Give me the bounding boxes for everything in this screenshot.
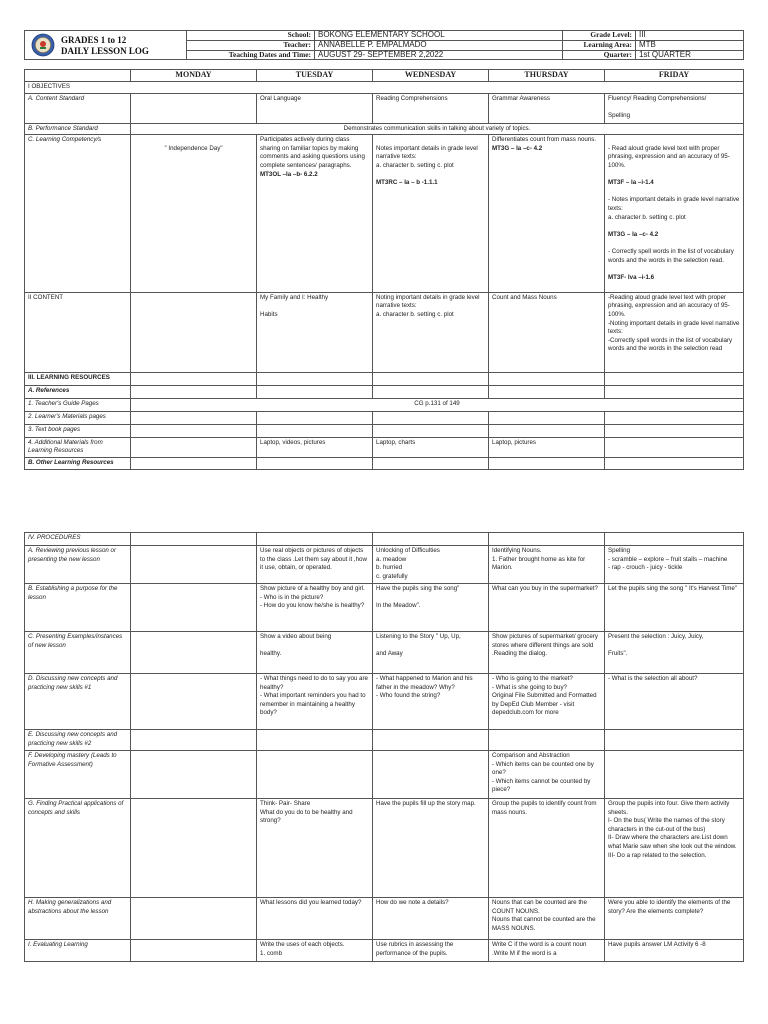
cell [131, 411, 257, 424]
performance-standard-text: Demonstrates communication skills in talking about variety of topics. [131, 123, 744, 135]
quarter-label: Quarter: [563, 50, 636, 60]
section-procedures: IV. PROCEDURES [25, 533, 131, 546]
cell: Show pictures of supermarket/ grocery stores where different things are sold .Reading the dialog. [489, 632, 605, 674]
row-label-learners-materials: 2. Learner's Materials pages [25, 411, 131, 424]
row-label: H. Making generalizations and abstractions about the lesson [25, 898, 131, 940]
cell: What lessons did you learned today? [257, 898, 373, 940]
day-header: WEDNESDAY [373, 70, 489, 82]
cell [257, 372, 373, 385]
cell [489, 135, 605, 293]
corner-cell [25, 70, 131, 82]
row-label-textbook: 3. Text book pages [25, 424, 131, 437]
cell: Have pupils answer LM Activity 6 -8 [605, 940, 744, 962]
cell: Use real objects or pictures of objects to the class .Let them say about it ,how it use, obtain, or operated. [257, 546, 373, 584]
cell [131, 898, 257, 940]
cell [131, 674, 257, 730]
procedures-table [24, 532, 744, 962]
competency-code: MT3G – Ia –c- 4.2 [492, 144, 543, 152]
cell [131, 584, 257, 632]
cell [489, 458, 605, 470]
cell: - Who is going to the market? - What is she going to buy? Original File Submitted and Formatted by DepEd Club Member - visit depedclub.com for more [489, 674, 605, 730]
cell [131, 458, 257, 470]
row-label: C. Presenting Examples/instances of new lesson [25, 632, 131, 674]
cell [605, 730, 744, 751]
cell: Group the pupils into four. Give them activity sheets. I- On the bus( Write the names of the story characters in the cut-out of the bus) II- Draw where the characters are.List down what Marie saw when she look out the window. III- Do a rap related to the selection. [605, 799, 744, 898]
learning-area-value: MTB [636, 40, 744, 50]
row-label-additional-materials: 4. Additional Materials from Learning Resources [25, 437, 131, 457]
header-table [24, 30, 744, 60]
row-label: I. Evaluating Learning [25, 940, 131, 962]
cell: Listening to the Story " Up, Up, and Away [373, 632, 489, 674]
day-header: MONDAY [131, 70, 257, 82]
cell [489, 372, 605, 385]
cell: What can you buy in the supermarket? [489, 584, 605, 632]
cell: Noting important details in grade level narrative texts: a. character b. setting c. plot [373, 292, 489, 372]
learning-area-label: Learning Area: [563, 40, 636, 50]
cell [373, 424, 489, 437]
cell [131, 799, 257, 898]
row-label-teachers-guide: 1. Teacher's Guide Pages [25, 398, 131, 411]
cell [131, 940, 257, 962]
cell [489, 424, 605, 437]
competency-code: MT3G – Ia –c- 4.2 [608, 230, 659, 238]
cell: Oral Language [257, 93, 373, 123]
row-label: D. Discussing new concepts and practicing new skills #1 [25, 674, 131, 730]
cell [489, 730, 605, 751]
row-label-references: A. References [25, 385, 131, 398]
cell [257, 730, 373, 751]
quarter-value: 1st QUARTER [636, 50, 744, 60]
cell: - What is the selection all about? [605, 674, 744, 730]
cell [131, 437, 257, 457]
cell [605, 135, 744, 293]
cell: Laptop, charts [373, 437, 489, 457]
cell: Nouns that can be counted are the COUNT NOUNS. Nouns that cannot be counted are the MASS NOUNS. [489, 898, 605, 940]
cell: Have the pupils fill up the story map. [373, 799, 489, 898]
form-title-line2: DAILY LESSON LOG [61, 46, 149, 56]
cell [373, 135, 489, 293]
section-objectives: I OBJECTIVES [25, 82, 744, 94]
competency-code: MT3F – Ia –i-1.4 [608, 179, 654, 187]
cell: - What happened to Marion and his father in the meadow? Why? - Who found the string? [373, 674, 489, 730]
competency-text: Differentiates count from mass nouns. [492, 136, 597, 144]
cell: Show picture of a healthy boy and girl. - Who is in the picture? - How do you know he/she is healthy? [257, 584, 373, 632]
competency-text: - Read aloud grade level text with proper phrasing, expression and an accuracy of 95-100%. [608, 144, 730, 169]
cell [131, 632, 257, 674]
cell: Comparison and Abstraction - Which items can be counted one by one? - Which items cannot be counted by piece? [489, 751, 605, 799]
cell: Write the uses of each objects. 1. comb [257, 940, 373, 962]
cell [605, 385, 744, 398]
cell [373, 730, 489, 751]
cell: Were you able to identify the elements of the story? Are the elements complete? [605, 898, 744, 940]
cell: Think- Pair- Share What do you do to be healthy and strong? [257, 799, 373, 898]
cell: Unlocking of Difficulties a. meadow b. hurried c. gratefully [373, 546, 489, 584]
cell [373, 533, 489, 546]
cell: Spelling - scramble – explore – fruit stalls – machine - rap - crouch - juicy - tickle [605, 546, 744, 584]
teachers-guide-value: CG p.131 of 149 [131, 398, 744, 411]
row-label: G. Finding Practical applications of concepts and skills [25, 799, 131, 898]
form-title-line1: GRADES 1 to 12 [61, 35, 127, 45]
row-label-competency: C. Learning Competency/s [25, 135, 131, 293]
cell: Group the pupils to identify count from mass nouns. [489, 799, 605, 898]
cell: Laptop, pictures [489, 437, 605, 457]
cell [131, 424, 257, 437]
teacher-label: Teacher: [187, 40, 315, 50]
cell [257, 385, 373, 398]
title-cell [25, 31, 187, 60]
cell [489, 385, 605, 398]
day-header: TUESDAY [257, 70, 373, 82]
teacher-value: ANNABELLE P. EMPALMADO [315, 40, 563, 50]
competency-text: Notes important details in grade level narrative texts: a. character b. setting c. plot [376, 144, 478, 169]
competency-code: MT3OL –Ia –b- 6.2.2 [260, 170, 318, 178]
form-title [61, 35, 149, 57]
cell [373, 372, 489, 385]
cell [605, 751, 744, 799]
competency-code: MT3F- Iva –i-1.6 [608, 273, 655, 281]
row-label: A. Reviewing previous lesson or presenting the new lesson [25, 546, 131, 584]
teaching-dates-value: AUGUST 29- SEPTEMBER 2,2022 [315, 50, 563, 60]
row-label-content-standard: A. Content Standard [25, 93, 131, 123]
cell: " Independence Day" [131, 135, 257, 293]
cell: How do we note a details? [373, 898, 489, 940]
cell [489, 411, 605, 424]
cell [131, 546, 257, 584]
cell [605, 424, 744, 437]
row-label-performance-standard: B. Performance Standard [25, 123, 131, 135]
competency-text: Participates actively during class sharing on familiar topics by making comments and asking questions using complete sentences/ paragraphs. [260, 136, 365, 169]
cell [131, 372, 257, 385]
row-label-other-resources: B. Other Learning Resources [25, 458, 131, 470]
competency-text: - Notes important details in grade level narrative texts: a. character b. setting c. plot [608, 196, 740, 221]
row-label-resources: III. LEARNING RESOURCES [25, 372, 131, 385]
deped-seal-icon [31, 33, 55, 57]
cell: -Reading aloud grade level text with proper phrasing, expression and an accuracy of 95-100%. -Noting important details in grade level narrative texts: -Correctly spell words in the list of vocabulary words and the words in the selection read [605, 292, 744, 372]
cell [605, 533, 744, 546]
cell: Let the pupils sing the song " It's Harvest Time" [605, 584, 744, 632]
cell [257, 458, 373, 470]
cell: Write C if the word is a count noun .Write M if the word is a [489, 940, 605, 962]
cell [257, 424, 373, 437]
cell [131, 751, 257, 799]
competency-text: - Correctly spell words in the list of vocabulary words and the words in the selection read. [608, 247, 734, 264]
cell [373, 411, 489, 424]
cell: Present the selection : Juicy, Juicy, Fruits". [605, 632, 744, 674]
cell: Use rubrics in assessing the performance of the pupils. [373, 940, 489, 962]
school-value: BOKONG ELEMENTARY SCHOOL [315, 31, 563, 41]
cell [489, 533, 605, 546]
cell: Show a video about being healthy. [257, 632, 373, 674]
cell: Laptop, videos, pictures [257, 437, 373, 457]
school-label: School: [187, 31, 315, 41]
row-label: E. Discussing new concepts and practicing new skills #2 [25, 730, 131, 751]
cell [131, 533, 257, 546]
grade-level-value: III [636, 31, 744, 41]
cell: Count and Mass Nouns [489, 292, 605, 372]
teaching-dates-label: Teaching Dates and Time: [187, 50, 315, 60]
cell: Identifying Nouns. 1. Father brought home as kite for Marion. [489, 546, 605, 584]
cell: Grammar Awareness [489, 93, 605, 123]
cell [605, 437, 744, 457]
cell [373, 385, 489, 398]
cell [131, 292, 257, 372]
row-label: F. Developing mastery (Leads to Formative Assessment) [25, 751, 131, 799]
cell [257, 751, 373, 799]
cell [131, 93, 257, 123]
cell [131, 730, 257, 751]
row-label-content: II CONTENT [25, 292, 131, 372]
cell [605, 458, 744, 470]
row-label: B. Establishing a purpose for the lesson [25, 584, 131, 632]
cell [605, 372, 744, 385]
cell [257, 533, 373, 546]
cell [605, 411, 744, 424]
day-header: FRIDAY [605, 70, 744, 82]
cell [373, 751, 489, 799]
cell [373, 458, 489, 470]
grade-level-label: Grade Level: [563, 31, 636, 41]
competency-code: MT3RC – Ia – b -1.1.1 [376, 179, 438, 187]
cell [257, 411, 373, 424]
cell: - What things need to do to say you are healthy? - What important reminders you had to remember in maintaining a healthy body? [257, 674, 373, 730]
day-header: THURSDAY [489, 70, 605, 82]
cell: Fluency/ Reading Comprehensions/ Spelling [605, 93, 744, 123]
cell: Reading Comprehensions [373, 93, 489, 123]
objectives-table [24, 69, 744, 470]
cell [131, 385, 257, 398]
cell: Have the pupils sing the song" In the Meadow". [373, 584, 489, 632]
cell: My Family and I: Healthy Habits [257, 292, 373, 372]
cell [257, 135, 373, 293]
